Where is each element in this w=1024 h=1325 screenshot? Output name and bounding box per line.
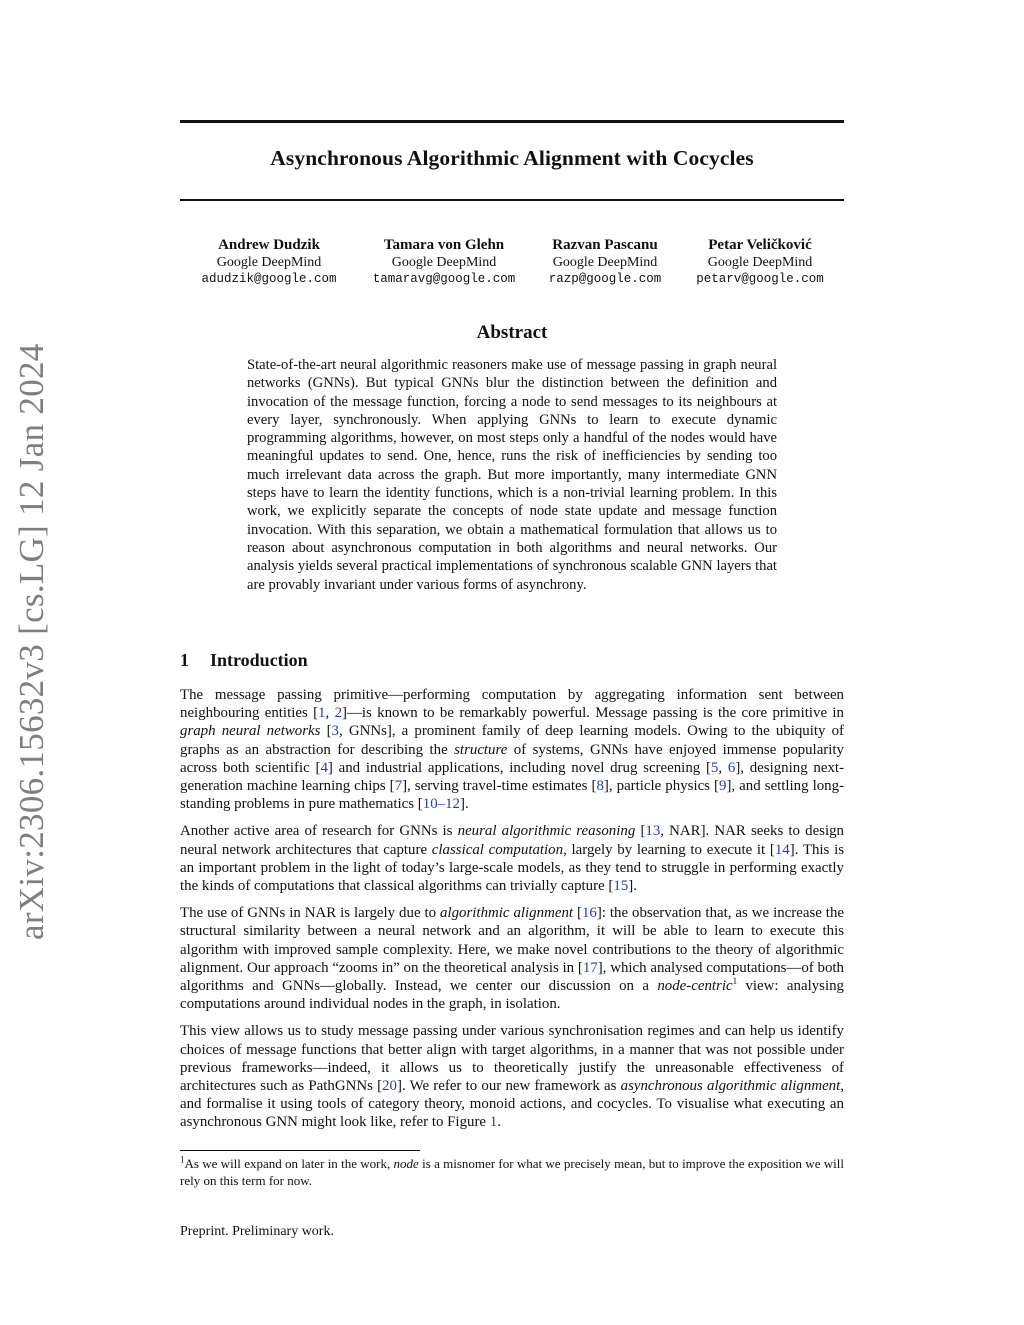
citation-link[interactable]: 4	[320, 759, 328, 776]
footnote-marker: 1	[180, 1154, 185, 1165]
author-email[interactable]: razp@google.com	[548, 272, 662, 286]
emphasis-text: algorithmic alignment	[440, 905, 574, 922]
emphasis-text: graph neural networks	[180, 723, 321, 740]
emphasis-text: classical computation	[431, 841, 564, 858]
author-name: Petar Veličković	[708, 237, 812, 253]
author-affiliation: Google DeepMind	[391, 255, 497, 270]
abstract-heading: Abstract	[476, 322, 548, 343]
citation-link[interactable]: 20	[382, 1078, 397, 1095]
citation-link[interactable]: 1	[489, 1114, 498, 1131]
author-email[interactable]: adudzik@google.com	[201, 272, 337, 286]
author-1	[198, 236, 340, 288]
emphasis-text: neural algorithmic reasoning	[457, 823, 636, 840]
author-name: Razvan Pascanu	[552, 237, 658, 253]
author-affiliation: Google DeepMind	[552, 255, 658, 270]
citation-link[interactable]: 9	[718, 778, 727, 795]
paragraph: This view allows us to study message passing under various synchronisation regimes and can help us identify choices of message functions that better align with target algorithms, in a manner that was not possible under previous frameworks—indeed, it allows us to theoretically justify the unreasonable effectiveness of architectures such as PathGNNs [20]. We refer to our new framework as asynchronous algorithmic alignment, and formalise it using tools of category theory, monoid actions, and cocycles. To visualise what executing an asynchronous GNN might look like, refer to Figure 1.	[180, 1023, 844, 1131]
emphasis-text: node-centric	[657, 978, 733, 995]
author-affiliation: Google DeepMind	[216, 255, 322, 270]
author-email[interactable]: tamaravg@google.com	[372, 272, 516, 286]
citation-link[interactable]: 8	[596, 778, 604, 795]
section-heading	[180, 650, 308, 671]
author-block	[196, 236, 836, 296]
author-4	[690, 236, 830, 288]
author-2	[368, 236, 520, 288]
title-rule-top	[180, 120, 844, 123]
paper-title: Asynchronous Algorithmic Alignment with Cocycles	[270, 146, 754, 170]
emphasis-text: structure	[454, 741, 508, 758]
footnote-rule	[180, 1150, 420, 1151]
footnote-marker: 1	[732, 976, 738, 987]
emphasis-text: node	[393, 1156, 419, 1171]
author-affiliation: Google DeepMind	[707, 255, 813, 270]
citation-link[interactable]: 15	[613, 878, 629, 895]
citation-link[interactable]: 10–12	[422, 796, 460, 813]
citation-link[interactable]: 6	[727, 759, 736, 776]
section-number: 1	[180, 650, 189, 670]
title-rule-bottom	[180, 199, 844, 201]
citation-link[interactable]: 3	[331, 723, 339, 740]
citation-link[interactable]: 7	[394, 778, 403, 795]
citation-link[interactable]: 13	[645, 823, 661, 840]
emphasis-text: asynchronous algorithmic alignment	[620, 1078, 841, 1095]
preprint-note: Preprint. Preliminary work.	[180, 1224, 334, 1239]
author-3	[540, 236, 670, 288]
author-email[interactable]: petarv@google.com	[696, 272, 824, 286]
citation-link[interactable]: 2	[334, 705, 343, 722]
paragraph: The message passing primitive—performing computation by aggregating information sent between neighbouring entities [1, 2]—is known to be remarkably powerful. Message passing is the core primitive in graph neural networks [3, GNNs], a prominent family of deep learning models. Owing to the ubiquity of graphs as an abstraction for describing the structure of systems, GNNs have enjoyed immense popularity across both scientific [4] and industrial applications, including novel drug screening [5, 6], designing next-generation machine learning chips [7], serving travel-time estimates [8], particle physics [9], and settling long-standing problems in pure mathematics [10–12].	[180, 687, 845, 813]
section-title: Introduction	[210, 650, 308, 670]
citation-link[interactable]: 17	[582, 959, 598, 976]
citation-link[interactable]: 5	[710, 759, 719, 776]
citation-link[interactable]: 14	[774, 841, 790, 858]
footnote: $^1$As we will expand on later in the work, node is a misnomer for what we precisely mean, but to improve the exposition we will rely on this term for now.	[180, 1154, 844, 1188]
author-name: Tamara von Glehn	[383, 237, 505, 253]
author-name: Andrew Dudzik	[218, 237, 320, 253]
citation-link[interactable]: 1	[318, 705, 326, 722]
abstract-text: State-of-the-art neural algorithmic reasoners make use of message passing in graph neural networks (GNNs). But typical GNNs blur the distinction between the definition and invocation of the message function, forcing a node to send messages to its neighbours at every layer, synchronously. When applying GNNs to learn to execute dynamic programming algorithms, however, on most steps only a handful of the nodes would have meaningful updates to send. One, hence, runs the risk of inefficiencies by sending too much irrelevant data across the graph. But more importantly, many intermediate GNN steps have to learn the identity functions, which is a non-trivial learning problem. In this work, we explicitly separate the concepts of node state update and message function invocation. With this separation, we obtain a mathematical formulation that allows us to reason about asynchronous computation in both algorithms and neural networks. Our analysis yields several practical implementations of synchronous scalable GNN layers that are provably invariant under various forms of asynchrony.	[247, 357, 777, 593]
introduction-body	[180, 686, 844, 1141]
arxiv-identifier-stamp: arXiv:2306.15632v3 [cs.LG] 12 Jan 2024	[12, 343, 51, 940]
paragraph: The use of GNNs in NAR is largely due to algorithmic alignment [16]: the observation that, as we increase the structural similarity between a neural network and an algorithm, it will be able to learn to execute this algorithm with improved sample complexity. Here, we make novel contributions to the theory of algorithmic alignment. Our approach “zooms in” on the theoretical analysis in [17], which analysed computations—of both algorithms and GNNs—globally. Instead, we center our discussion on a node-centric$^1$ view: analysing computations around individual nodes in the graph, in isolation.	[180, 905, 844, 1013]
citation-link[interactable]: 16	[581, 905, 597, 922]
paragraph: Another active area of research for GNNs is neural algorithmic reasoning [13, NAR]. NAR seeks to design neural network architectures that capture classical computation, largely by learning to execute it [14]. This is an important problem in the light of today’s large-scale models, as they tend to struggle in performing exactly the kinds of computations that classical algorithms can trivially capture [15].	[180, 823, 845, 895]
